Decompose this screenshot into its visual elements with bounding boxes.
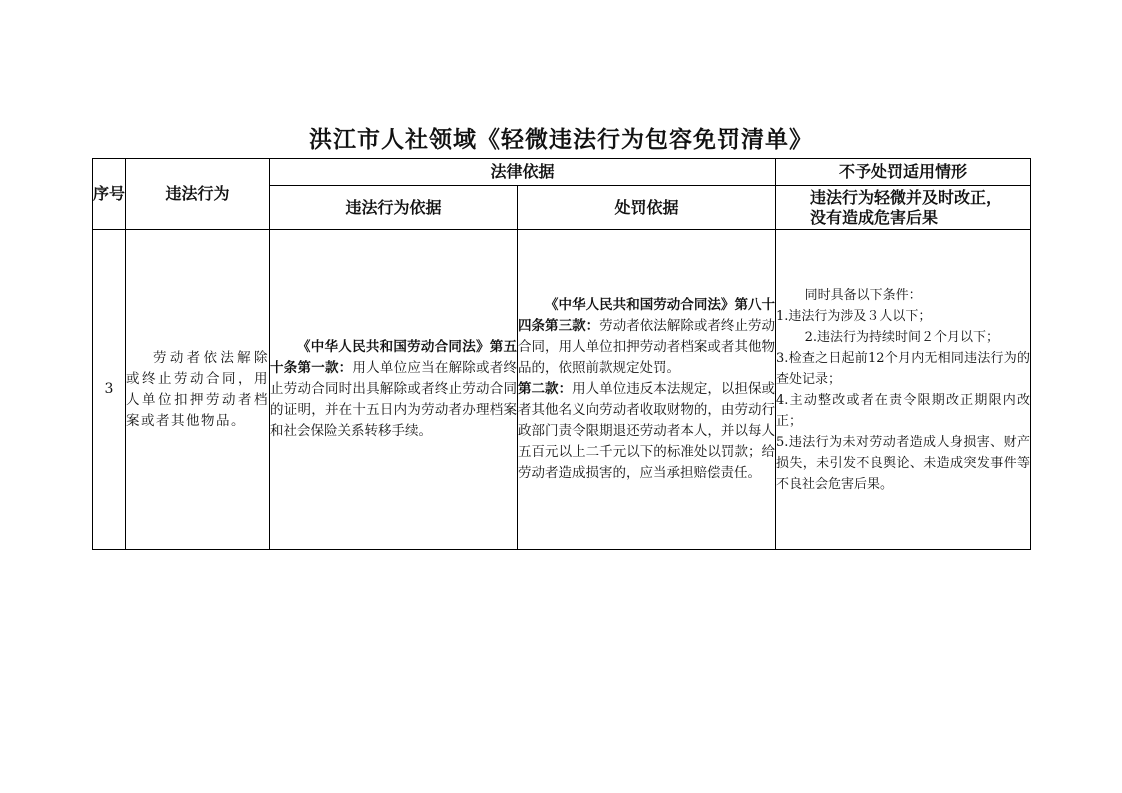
row-behavior-basis xyxy=(270,230,518,550)
penalty-basis-paragraph-1 xyxy=(518,295,775,379)
header-legal-basis: 法律依据 xyxy=(270,159,776,186)
header-no-penalty: 不予处罚适用情形 xyxy=(776,159,1031,186)
header-penalty-basis: 处罚依据 xyxy=(518,186,776,230)
header-minor-corrected: 违法行为轻微并及时改正，没有造成危害后果 xyxy=(776,186,1031,230)
table-row xyxy=(93,230,1031,550)
illegal-behavior-text: 劳动者依法解除或终止劳动合同，用人单位扣押劳动者档案或者其他物品。 xyxy=(126,349,269,429)
row-penalty-basis xyxy=(518,230,776,550)
condition-item-5: 5.违法行为未对劳动者造成人身损害、财产损失，未引发不良舆论、未造成突发事件等不良社会危害后果。 xyxy=(776,434,1031,492)
behavior-basis-law-ref: 《中华人民共和国劳动合同法》第五十条第一款： xyxy=(270,339,517,376)
row-seq: 3 xyxy=(93,230,126,550)
page-title: 洪江市人社领域《轻微违法行为包容免罚清单》 xyxy=(309,127,813,153)
condition-item-2: 2.违法行为持续时间２个月以下； xyxy=(804,329,1000,345)
penalty-basis-text-1: 劳动者依法解除或者终止劳动合同，用人单位扣押劳动者档案或者其他物品的，依照前款规定处罚。 xyxy=(518,318,776,376)
condition-item-1: 1.违法行为涉及３人以下； xyxy=(776,308,932,324)
behavior-basis-paragraph xyxy=(270,337,517,442)
penalty-exemption-table xyxy=(92,158,1031,550)
header-seq: 序号 xyxy=(93,159,126,230)
row-illegal-behavior xyxy=(126,230,270,550)
header-illegal-behavior: 违法行为 xyxy=(126,159,270,230)
behavior-basis-text: 用人单位应当在解除或者终止劳动合同时出具解除或者终止劳动合同的证明，并在十五日内为劳动者办理档案和社会保险关系转移手续。 xyxy=(270,360,518,439)
penalty-basis-paragraph-2 xyxy=(518,379,775,484)
header-behavior-basis: 违法行为依据 xyxy=(270,186,518,230)
condition-item-4: 4.主动整改或者在责令限期改正期限内改正； xyxy=(776,392,1031,429)
row-conditions xyxy=(776,230,1031,550)
penalty-basis-text-2: 用人单位违反本法规定，以担保或者其他名义向劳动者收取财物的，由劳动行政部门责令限期退还劳动者本人，并以每人五百元以上二千元以下的标准处以罚款；给劳动者造成损害的，应当承担赔偿责任。 xyxy=(518,381,776,481)
conditions-intro: 同时具备以下条件： xyxy=(804,287,922,303)
penalty-basis-clause-2-ref: 第二款： xyxy=(518,381,573,397)
condition-item-3: 3.检查之日起前12个月内无相同违法行为的查处记录； xyxy=(776,350,1031,387)
header-row-1 xyxy=(93,159,1031,186)
penalty-basis-law-ref: 《中华人民共和国劳动合同法》第八十四条第三款： xyxy=(518,297,776,334)
